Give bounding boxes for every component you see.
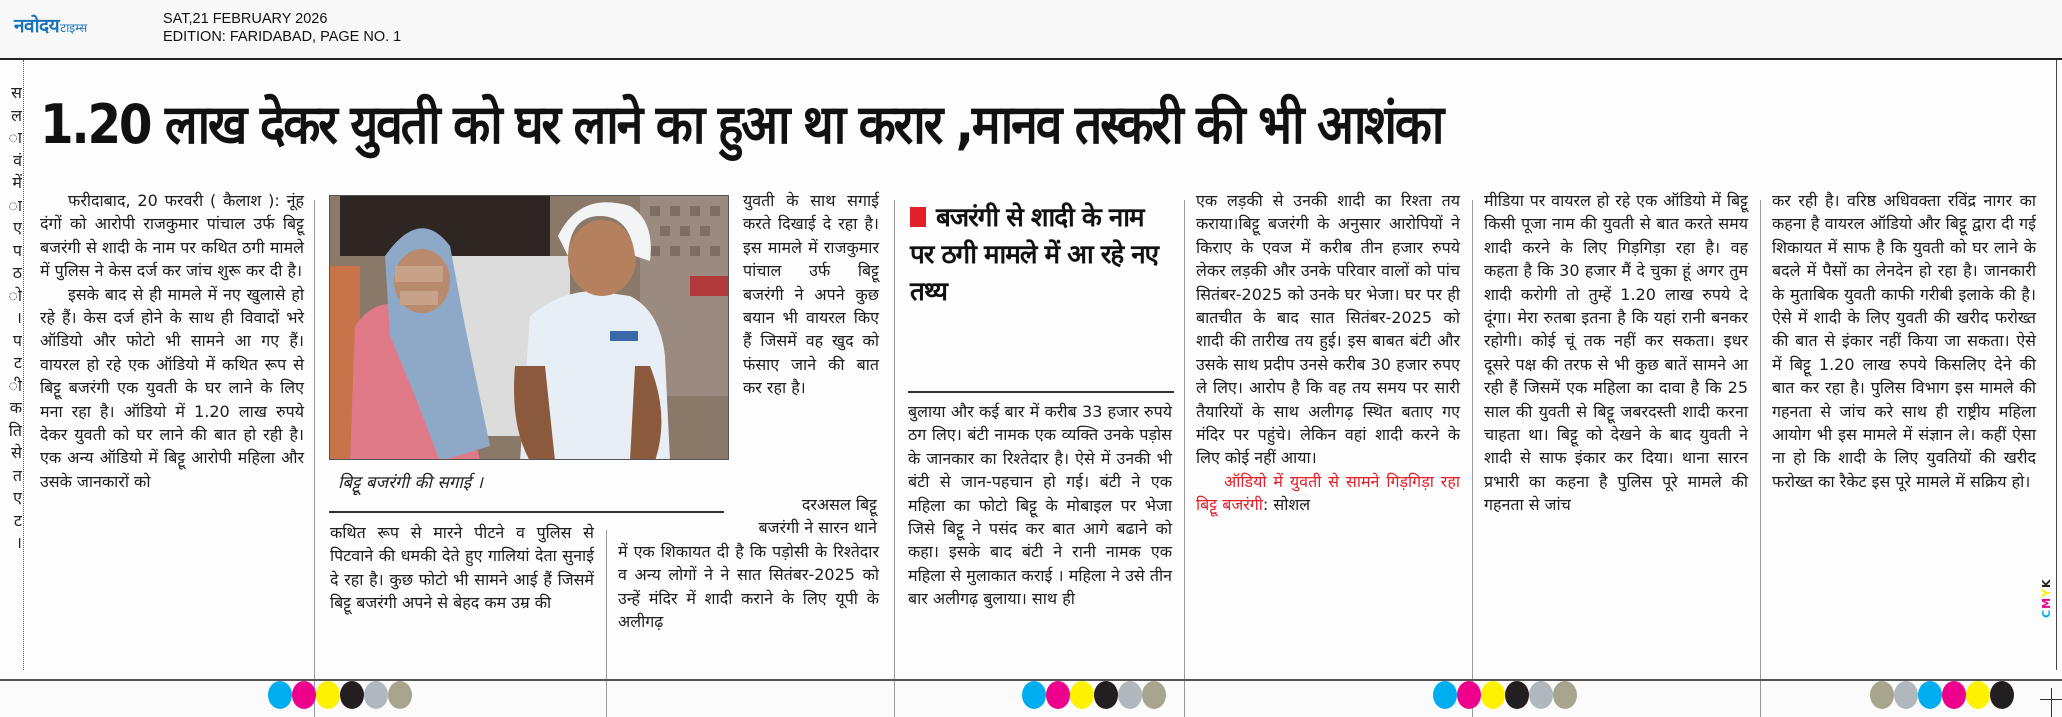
- stub-char: प: [12, 330, 22, 350]
- gray-dot-icon: [1894, 681, 1918, 709]
- khaki-dot-icon: [1142, 681, 1166, 709]
- logo-sub-text: टाइम्स: [60, 21, 88, 35]
- stub-char: में: [12, 173, 22, 192]
- edition-info: [163, 10, 401, 46]
- black-dot-icon: [1094, 681, 1118, 709]
- yellow-dot-icon: [1481, 681, 1505, 709]
- engagement-photo: [330, 196, 729, 460]
- color-registration-marks: [1870, 681, 2014, 709]
- page-header: [0, 0, 2062, 58]
- logo-main-text: नवोदय: [14, 15, 60, 37]
- dateline-paragraph: फरीदाबाद, 20 फरवरी ( कैलाश ): नूंह दंगों को आरोपी राजकुमार पांचाल उर्फ बिट्टू बजरंगी से शादी के नाम पर कथित ठगी मामले में पुलिस ने केस दर्ज कर जांच शुरू कर दी है।: [40, 191, 304, 281]
- stub-char: त: [12, 465, 22, 485]
- page-edge-right: [2056, 60, 2057, 670]
- gray-dot-icon: [1118, 681, 1142, 709]
- article-column-3-top: [743, 189, 879, 400]
- yellow-dot-icon: [316, 681, 340, 709]
- stub-char: ट: [13, 510, 22, 530]
- body-paragraph: कर रही है। वरिष्ठ अधिवक्ता रविंद्र नागर का कहना है वायरल ऑडियो और बिट्टू द्वारा दी गई शिकायत में साफ है कि युवती को घर लाने के बदले में पैसों का लेनदेन हो रहा है। जानकारी के मुताबिक युवती काफी गरीबी इलाके की है। ऐसे में शादी के लिए युवती की खरीद फरोख्त की बात से इंकार नहीं किया जा सकता। ऐसे में बिट्टू 1.20 लाख रुपये किसलिए देने की बात कर रहा है। पुलिस विभाग इस मामले की गहनता से जांच करे साथ ही राष्ट्रीय महिला आयोग भी इस मामले में संज्ञान ले। कहीं ऐसा ना हो कि शादी के लिए युवतियों की खरीद फरोख्त का रैकेट इस पूरे मामले में सक्रिय हो।: [1772, 191, 2036, 491]
- cyan-dot-icon: [1918, 681, 1942, 709]
- color-registration-marks: [268, 681, 412, 709]
- body-paragraph: मीडिया पर वायरल हो रहे एक ऑडियो में बिट्टू किसी पूजा नाम की युवती से बात करते समय शादी करने के लिए गिड़गिड़ा रहा है। वह कहता है कि 30 हजार मैं दे चुका हूं अगर तुम शादी करोगी तो तुम्हें 1.20 लाख रुपये दे दूंगा। मेरा रुतबा इतना है कि यहां रानी बनकर रहोगी। कोई चूं तक नहीं कर सकता। इधर दूसरे पक्ष की तरफ से भी कुछ बातें सामने आ रही हैं जिसमें एक महिला का दावा है कि 25 साल की युवती से बिट्टू जबरदस्ती शादी करना चाहता था। बिट्टू को देखने के बाद युवती ने शादी से साफ इंकार कर दिया। थाना सारन प्रभारी का कहना है पुलिस पूरे मामले की गहनता से जांच: [1484, 191, 1748, 515]
- article-column-7: [1772, 189, 2036, 493]
- body-paragraph: इसके बाद से ही मामले में नए खुलासे हो रहे हैं। केस दर्ज होने के साथ ही विवादों भरे ऑडियो और फोटो भी सामने आ गए हैं। वायरल हो रहे एक ऑडियो में कथित रूप से बिट्टू बजरंगी एक युवती के घर लाने के लिए मना रहा है। ऑडियो में 1.20 लाख रुपये देकर युवती को घर लाने की बात हो रही है। एक अन्य ऑडियो में बिट्टू आरोपी महिला और उसके जानकारों को: [40, 284, 304, 491]
- stub-char: ए: [13, 488, 22, 507]
- cyan-dot-icon: [1022, 681, 1046, 709]
- column-divider: [894, 200, 895, 717]
- stub-char: ा: [8, 128, 22, 147]
- article-headline: 1.20 लाख देकर युवती को घर लाने का हुआ था करार ,मानव तस्करी की भी आशंका: [40, 93, 1443, 156]
- magenta-dot-icon: [292, 681, 316, 709]
- stub-char: ।: [15, 533, 22, 552]
- magenta-dot-icon: [1942, 681, 1966, 709]
- cyan-dot-icon: [268, 681, 292, 709]
- yellow-dot-icon: [1070, 681, 1094, 709]
- stub-char: ।: [15, 308, 22, 327]
- yellow-dot-icon: [1966, 681, 1990, 709]
- body-paragraph: में एक शिकायत दी है कि पड़ोसी के रिश्तेदार व अन्य लोगों ने ने सात सितंबर-2025 को उन्हें मंदिर में शादी कराने के लिए यूपी के अलीगढ़: [618, 541, 879, 632]
- article-column-3-bottom: [618, 493, 879, 633]
- column-divider: [1760, 200, 1761, 717]
- stub-char: ल: [11, 105, 22, 125]
- cmyk-label: CMYK: [2040, 578, 2053, 618]
- edition-page: EDITION: FARIDABAD, PAGE NO. 1: [163, 29, 402, 45]
- body-paragraph: कथित रूप से मारने पीटने व पुलिस से पिटवाने की धमकी देते हुए गालियां देता सुनाई दे रहा है। कुछ फोटो भी सामने आई हैं जिसमें बिट्टू बजरंगी अपने से बेहद कम उम्र की: [330, 523, 594, 613]
- color-registration-marks: [1433, 681, 1577, 709]
- stub-char: ए: [13, 218, 22, 237]
- cyan-dot-icon: [1433, 681, 1457, 709]
- red-square-bullet-icon: [910, 207, 926, 227]
- kicker-tail: : सोशल: [1262, 495, 1311, 515]
- stub-char: से: [11, 443, 22, 462]
- body-paragraph: बुलाया और कई बार में करीब 33 हजार रुपये ठग लिए। बंटी नामक एक व्यक्ति उनके पड़ोस के जानकार का रिश्तेदार है। ऐसे में उनकी भी बंटी से जान-पहचान हो गई। बंटी ने एक महिला का फोटो बिट्टू के मोबाइल पर भेजा जिसे बिट्टू ने पसंद कर बात आगे बढाने को कहा। इसके बाद बंटी ने रानी नामक एक महिला से मुलाकात कराई । महिला ने उसे तीन बार अलीगढ़ बुलाया। साथ ही: [908, 402, 1172, 609]
- column-divider-left: [23, 60, 24, 670]
- gray-dot-icon: [1529, 681, 1553, 709]
- body-paragraph: युवती के साथ सगाई करते दिखाई दे रहा है।इस मामले में राजकुमार पांचाल उर्फ बिट्टू बजरंगी ने अपने कुछ बयान भी वायरल किए हैं जिसमें वह खुद को फंसाए जाने की बात कर रहा है।: [743, 191, 879, 398]
- article-photo: [329, 195, 729, 460]
- khaki-dot-icon: [1870, 681, 1894, 709]
- column-divider: [314, 200, 315, 717]
- newspaper-page: [0, 60, 2062, 680]
- issue-date: SAT,21 FEBRUARY 2026: [163, 11, 328, 27]
- stub-char: ो: [8, 285, 22, 305]
- stub-char: वं: [13, 150, 22, 170]
- body-paragraph-line: बजरंगी ने सारन थाने: [758, 518, 877, 538]
- column-divider: [1472, 200, 1473, 717]
- stub-char: क: [9, 398, 22, 417]
- article-column-5: [1196, 189, 1460, 517]
- stub-char: स: [11, 83, 22, 102]
- sub-headline: [910, 200, 1172, 311]
- body-paragraph-start: दरअसल बिट्टू: [801, 495, 877, 514]
- stub-char: ी: [8, 375, 22, 395]
- black-dot-icon: [340, 681, 364, 709]
- adjacent-column-fragment: [0, 80, 22, 660]
- article-column-1: [40, 189, 304, 493]
- stub-char: ति: [8, 420, 22, 440]
- article-column-2: [330, 521, 594, 615]
- stub-char: ा: [8, 195, 22, 215]
- khaki-dot-icon: [1553, 681, 1577, 709]
- black-dot-icon: [1990, 681, 2014, 709]
- article-column-6: [1484, 189, 1748, 517]
- stub-char: प: [12, 240, 22, 260]
- stub-char: ठ: [12, 263, 22, 282]
- sub-headline-text: बजरंगी से शादी के नाम पर ठगी मामले में आ रहे नए तथ्य: [910, 203, 1159, 307]
- magenta-dot-icon: [1046, 681, 1070, 709]
- subhead-divider: [908, 391, 1174, 393]
- color-registration-marks: [1022, 681, 1166, 709]
- article-column-4: [908, 400, 1172, 611]
- crop-mark-icon: [2051, 688, 2052, 717]
- column-divider: [606, 530, 607, 717]
- column-divider: [1184, 200, 1185, 717]
- magenta-dot-icon: [1457, 681, 1481, 709]
- stub-char: ट: [13, 353, 22, 372]
- newspaper-logo: [14, 12, 87, 38]
- photo-caption: बिट्टू बजरंगी की सगाई ।: [338, 473, 484, 493]
- gray-dot-icon: [364, 681, 388, 709]
- black-dot-icon: [1505, 681, 1529, 709]
- body-paragraph: एक लड़की से उनकी शादी का रिश्ता तय कराया।बिट्टू बजरंगी के अनुसार आरोपियों ने किराए के एवज में करीब तीन हजार रुपये लेकर लड़की और उनके परिवार वालों को पांच सितंबर-2025 को उनके घर भेजा। घर पर ही बातचीत के बाद सात सितंबर-2025 को शादी की तारीख तय हुई। इस बाबत बंटी और उसके साथ प्रदीप उनसे करीब 30 हजार रुपए ले लिए। आरोप है कि वह तय समय पर सारी तैयारियों के साथ अलीगढ़ स्थित बताए गए मंदिर पर पहुंचे। लेकिन वहां शादी करने के लिए कोई नहीं आया।: [1196, 191, 1460, 468]
- kicker-paragraph: [1196, 470, 1460, 517]
- khaki-dot-icon: [388, 681, 412, 709]
- red-kicker-text: ऑडियो में युवती से सामने गिड़गिड़ा रहा बिट्टू बजरंगी: [1196, 471, 1460, 515]
